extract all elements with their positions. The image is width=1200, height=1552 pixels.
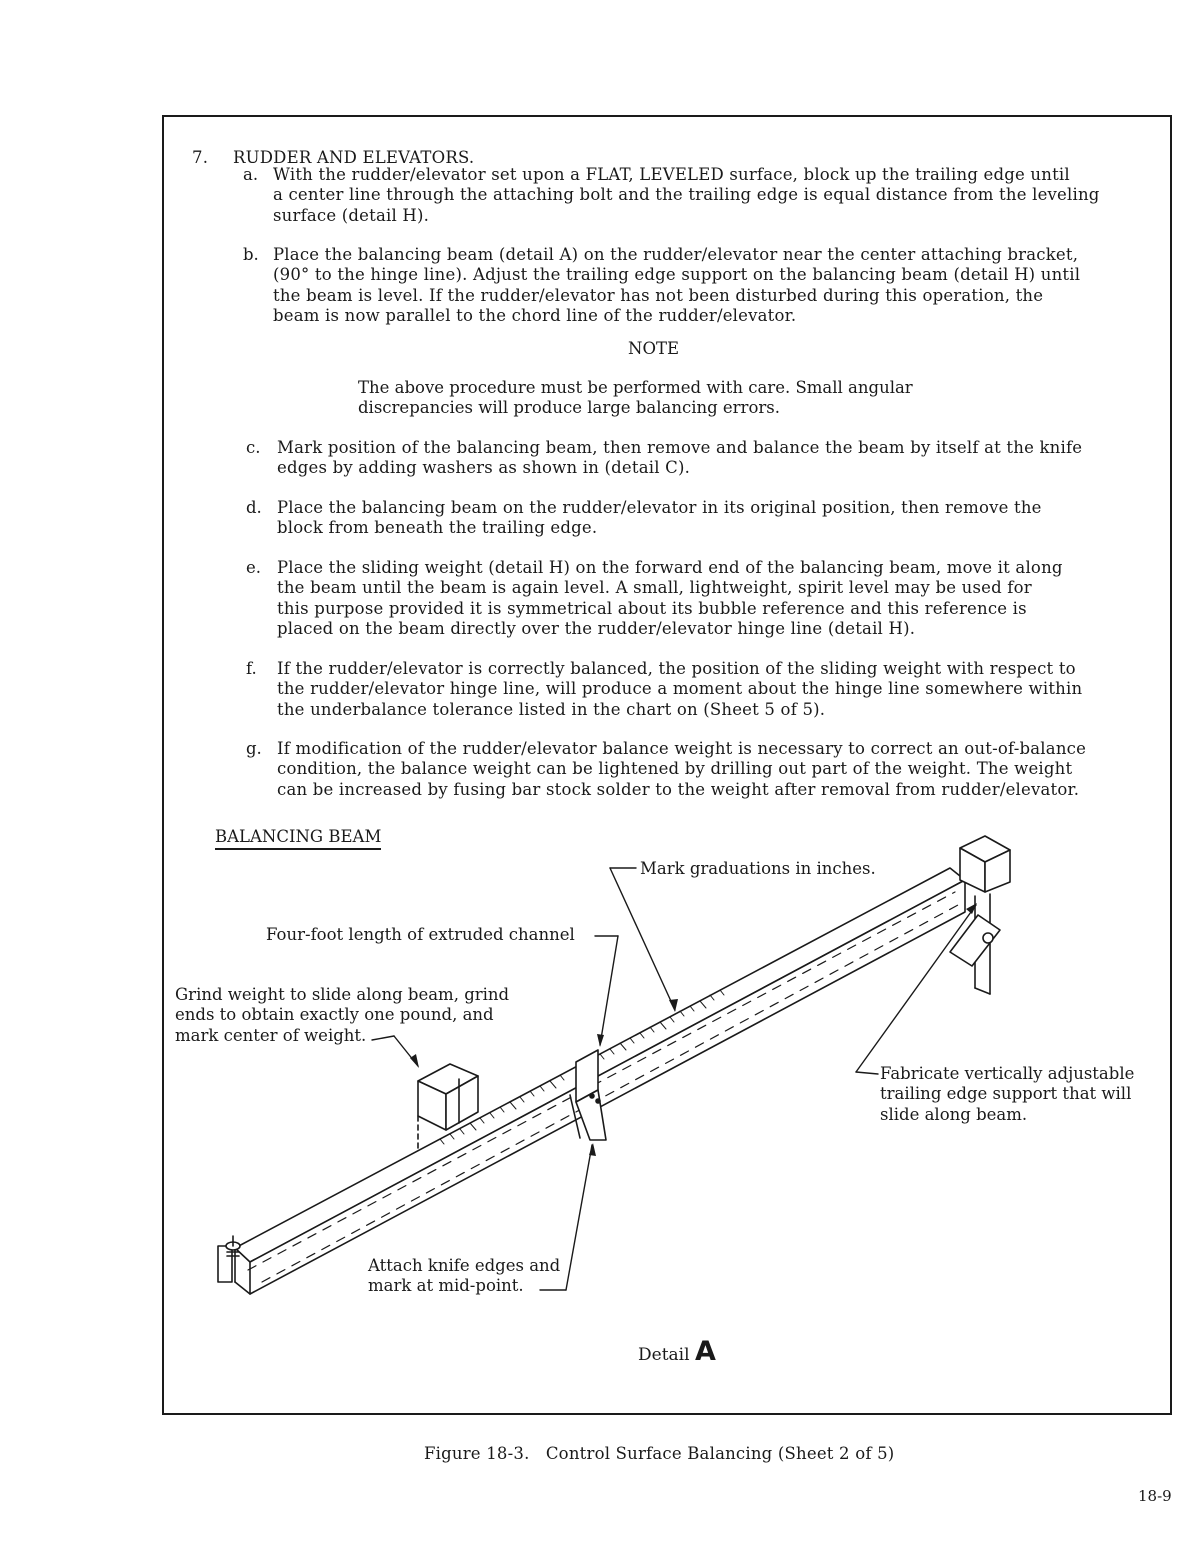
step-a-line: surface (detail H). xyxy=(273,205,430,225)
step-d-line: Place the balancing beam on the rudder/elevator in its original position, then remove the xyxy=(277,498,1042,517)
support-label-line: trailing edge support that will xyxy=(880,1084,1132,1104)
channel-leader xyxy=(600,936,618,1045)
step-c-letter: c. xyxy=(246,438,261,457)
step-e-line: Place the sliding weight (detail H) on the forward end of the balancing beam, move it along xyxy=(277,558,1063,577)
step-f-line: the underbalance tolerance listed in the chart on (Sheet 5 of 5). xyxy=(277,699,826,719)
section-title: RUDDER AND ELEVATORS. xyxy=(233,148,475,167)
step-a-letter: a. xyxy=(243,165,259,184)
support-label-line: slide along beam. xyxy=(880,1104,1028,1124)
step-e-letter: e. xyxy=(246,558,262,577)
weight-label-line: mark center of weight. xyxy=(175,1025,367,1045)
page-number: 18-9 xyxy=(1138,1487,1172,1505)
step-b-line: beam is now parallel to the chord line of the rudder/elevator. xyxy=(273,305,797,325)
knife-leader xyxy=(566,1145,592,1290)
balancing-beam-heading: BALANCING BEAM xyxy=(215,827,381,850)
step-e-line: placed on the beam directly over the rudder/elevator hinge line (detail H). xyxy=(277,618,916,638)
step-e-line: the beam until the beam is again level. A small, lightweight, spirit level may be used for xyxy=(277,578,1032,598)
step-b-letter: b. xyxy=(243,245,259,264)
knife-label-line: mark at mid-point. xyxy=(368,1276,524,1296)
note-title: NOTE xyxy=(628,339,680,358)
step-f-line: If the rudder/elevator is correctly balanced, the position of the sliding weight with respect to xyxy=(277,659,1076,678)
note-line: discrepancies will produce large balancing errors. xyxy=(358,398,780,418)
step-g-line: condition, the balance weight can be lightened by drilling out part of the weight. The weight xyxy=(277,759,1073,779)
graduations-leader xyxy=(610,868,675,1010)
channel-label: Four-foot length of extruded channel xyxy=(266,925,575,944)
weight-label-line: Grind weight to slide along beam, grind xyxy=(175,985,510,1004)
section-number: 7. xyxy=(192,148,209,167)
step-c-line: edges by adding washers as shown in (detail C). xyxy=(277,458,691,478)
knife-label xyxy=(368,1256,560,1297)
step-e-line: this purpose provided it is symmetrical about its bubble reference and this reference is xyxy=(277,598,1027,618)
step-d-letter: d. xyxy=(246,498,262,517)
figure-caption: Figure 18-3. Control Surface Balancing (Sheet 2 of 5) xyxy=(424,1444,895,1463)
note-line: The above procedure must be performed with care. Small angular xyxy=(358,378,913,397)
step-g-line: If modification of the rudder/elevator balance weight is necessary to correct an out-of-balance xyxy=(277,739,1087,758)
detail-label xyxy=(638,1336,716,1367)
step-f-line: the rudder/elevator hinge line, will produce a moment about the hinge line somewhere within xyxy=(277,679,1083,699)
detail-letter: A xyxy=(694,1336,716,1367)
step-b-line: Place the balancing beam (detail A) on the rudder/elevator near the center attaching bracket, xyxy=(273,245,1079,264)
knife-label-line: Attach knife edges and xyxy=(368,1256,561,1275)
detail-word: Detail xyxy=(638,1345,690,1365)
step-g-line: can be increased by fusing bar stock solder to the weight after removal from rudder/elevator. xyxy=(277,779,1080,799)
step-d-line: block from beneath the trailing edge. xyxy=(277,518,598,538)
step-b-line: the beam is level. If the rudder/elevator has not been disturbed during this operation, the xyxy=(273,285,1044,305)
weight-label xyxy=(175,985,509,1046)
graduations-label: Mark graduations in inches. xyxy=(640,859,876,878)
weight-label-line: ends to obtain exactly one pound, and xyxy=(175,1005,494,1025)
step-a-line: With the rudder/elevator set upon a FLAT, LEVELED surface, block up the trailing edge until xyxy=(273,165,1070,184)
support-leader xyxy=(856,1072,878,1074)
step-a-line: a center line through the attaching bolt and the trailing edge is equal distance from the leveling xyxy=(273,185,1100,205)
step-c-line: Mark position of the balancing beam, then remove and balance the beam by itself at the knife xyxy=(277,438,1083,457)
end-bolt xyxy=(218,1236,240,1282)
step-g-letter: g. xyxy=(246,739,262,758)
support-label-line: Fabricate vertically adjustable xyxy=(880,1064,1135,1083)
support-label xyxy=(880,1064,1134,1125)
step-f-letter: f. xyxy=(246,659,257,678)
step-b-line: (90° to the hinge line). Adjust the trailing edge support on the balancing beam (detail H) until xyxy=(273,265,1081,285)
beam-edge-line xyxy=(235,1282,250,1294)
